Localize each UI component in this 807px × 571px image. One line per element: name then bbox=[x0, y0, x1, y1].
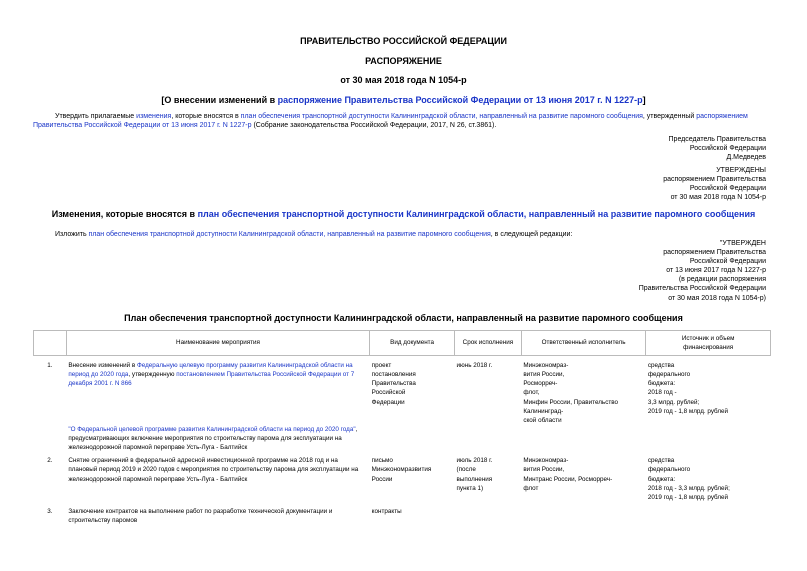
section-title: Изменения, которые вносятся в план обеспечения транспортной доступности Калининградской области, направленный на развитие паромного сообщения bbox=[51, 209, 756, 219]
document-type: РАСПОРЯЖЕНИЕ bbox=[365, 56, 442, 66]
plan-table bbox=[33, 330, 771, 525]
col-doc: Вид документа bbox=[370, 331, 455, 356]
table-row: "О Федеральной целевой программе развития Калининградской области на период до 2020 года", предусматривающих включение мероприятия по строительству парома для эксплуатации на железнодорожной паромной переправе Усть-Луга - Балтийск bbox=[68, 425, 358, 452]
link-plan-edition[interactable]: план обеспечения транспортной доступности Калининградской области, направленный на развитие паромного сообщения bbox=[88, 231, 491, 238]
link-fcp[interactable]: Федеральную целевую программу развития Калининградской области на период до 2020 года bbox=[68, 362, 353, 379]
col-exec: Ответственный исполнитель bbox=[521, 331, 645, 356]
table-row: 2. Снятие ограничений в федеральной адресной инвестиционной программе на 2018 год и на плановый период 2019 и 2020 годов с мероприятия по строительству парома для эксплуатации на железнодорожной паромной переправе Усть-Луга - Балтийск письмо Минэкономразвития России июль 2018 г. (после выполнения пункта 1) Минэкономраз- вития России, Минтранс России, Росморреч- флот средства федерального бюджета: 2018 год - 3,3 млрд. рублей; 2019 год - 1,8 млрд. рублей bbox=[47, 457, 730, 501]
table-row: 3. Заключение контрактов на выполнение работ по разработке технической документации и строительству паромов контракты bbox=[47, 507, 402, 524]
link-order-date[interactable]: Правительства Российской Федерации от 13 июня 2017 г. N 1227-р bbox=[33, 122, 252, 130]
link-order[interactable]: распоряжением bbox=[696, 113, 748, 120]
approved-edition-block: "УТВЕРЖДЕН распоряжением Правительства Российской Федерации от 13 июня 2017 года N 1227-р (в редакции распоряжения Правительства Российской Федерации от 30 мая 2018 года N 1054-р) bbox=[638, 240, 766, 302]
document-date: от 30 мая 2018 года N 1054-р bbox=[340, 75, 467, 85]
link-decree-866[interactable]: постановлением Правительства Российской Федерации от 7 декабря 2001 г. N 866 bbox=[68, 371, 355, 388]
table-row: 1. Внесение изменений в Федеральную целевую программу развития Калининградской области на период до 2020 года, утвержденную постановлением Правительства Российской Федерации от 7 декабря 2001 г. N 866 проект постановления Правительства Российской Федерации июнь 2018 г. Минэкономраз- вития России, Росморреч- флот, Минфин России, Правительство Калининград- ской области средства федерального бюджета: 2018 год - 3,3 млрд. рублей; 2019 год - 1,8 млрд. рублей bbox=[47, 362, 729, 424]
col-fin: Источник и объем финансирования bbox=[646, 331, 771, 356]
government-heading: ПРАВИТЕЛЬСТВО РОССИЙСКОЙ ФЕДЕРАЦИИ bbox=[300, 36, 507, 46]
link-fcp-title[interactable]: "О Федеральной целевой программе развития Калининградской области на период до 2020 года" bbox=[68, 425, 356, 433]
document-title: [О внесении изменений в распоряжение Правительства Российской Федерации от 13 июня 2017 г. N 1227-р] bbox=[161, 95, 646, 105]
signature-block: Председатель Правительства Российской Федерации Д.Медведев bbox=[668, 136, 766, 162]
approved-block: УТВЕРЖДЕНЫ распоряжением Правительства Российской Федерации от 30 мая 2018 года N 1054-р bbox=[663, 167, 766, 202]
link-plan[interactable]: план обеспечения транспортной доступности Калининградской области, направленный на развитие паромного сообщения bbox=[240, 113, 643, 120]
plan-title: План обеспечения транспортной доступности Калининградской области, направленный на развитие паромного сообщения bbox=[124, 313, 683, 323]
link-changes[interactable]: изменения bbox=[136, 113, 172, 120]
col-name: Наименование мероприятия bbox=[66, 331, 369, 356]
intro-paragraph: Утвердить прилагаемые изменения, которые вносятся в план обеспечения транспортной доступности Калининградской области, направленный на развитие паромного сообщения, утвержденный распоряжением Правительства Российской Федерации от 13 июня 2017 г. N 1227-р (Собрание законодательства Российской Федерации, 2017, N 26, ст.3861). bbox=[33, 113, 748, 130]
section-text: Изложить план обеспечения транспортной доступности Калининградской области, направленный на развитие паромного сообщения, в следующей редакции: bbox=[55, 231, 573, 238]
link-plan-section[interactable]: план обеспечения транспортной доступности Калининградской области, направленный на развитие паромного сообщения bbox=[197, 209, 756, 219]
link-order-1227[interactable]: распоряжение Правительства Российской Федерации от 13 июня 2017 г. N 1227-р bbox=[277, 95, 643, 105]
col-term: Срок исполнения bbox=[455, 331, 522, 356]
